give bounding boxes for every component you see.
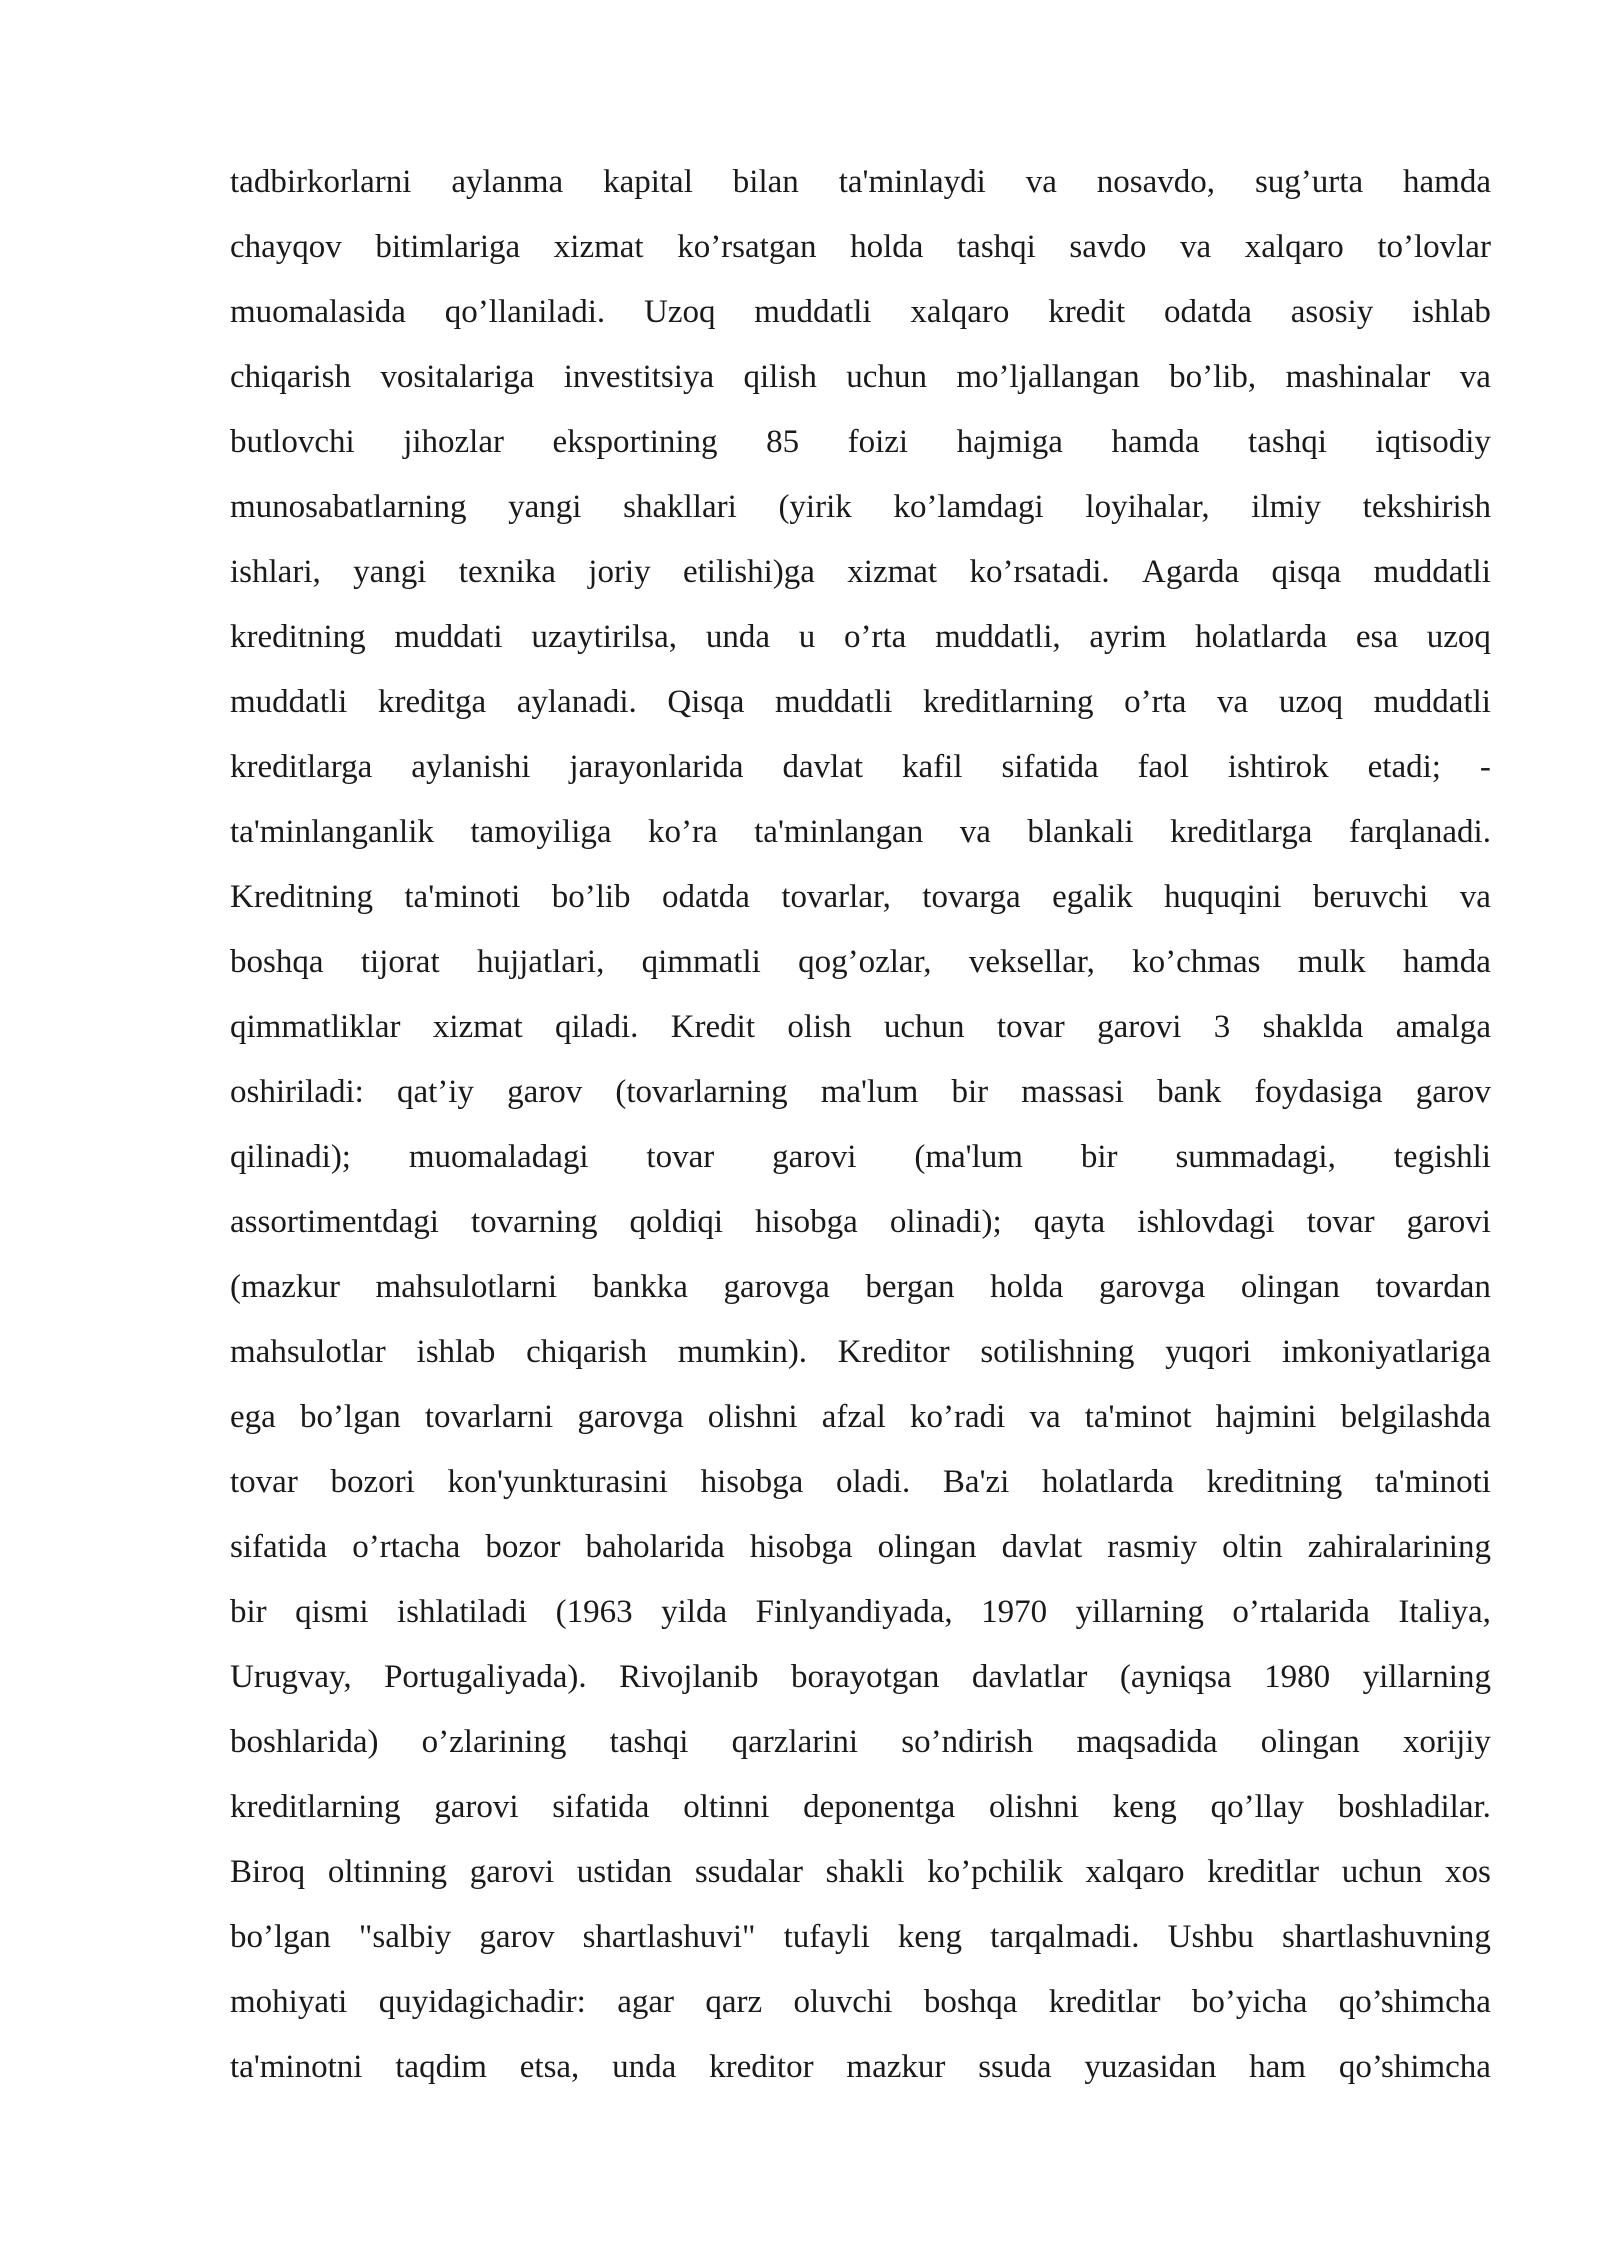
- text-line: mahsulotlar ishlab chiqarish mumkin). Kreditor sotilishning yuqori imkoniyatlariga: [230, 1334, 1491, 1370]
- text-line: chiqarish vositalariga investitsiya qilish uchun mo’ljallangan bo’lib, mashinalar va: [230, 359, 1491, 395]
- text-line: sifatida o’rtacha bozor baholarida hisobga olingan davlat rasmiy oltin zahiralarining: [230, 1529, 1491, 1565]
- text-line: boshqa tijorat hujjatlari, qimmatli qog’ozlar, veksellar, ko’chmas mulk hamda: [230, 944, 1491, 980]
- text-line: (mazkur mahsulotlarni bankka garovga bergan holda garovga olingan tovardan: [230, 1269, 1491, 1305]
- text-line: kreditning muddati uzaytirilsa, unda u o’rta muddatli, ayrim holatlarda esa uzoq: [230, 619, 1491, 655]
- text-line: ta'minotni taqdim etsa, unda kreditor mazkur ssuda yuzasidan ham qo’shimcha: [230, 2049, 1491, 2085]
- text-line: qimmatliklar xizmat qiladi. Kredit olish uchun tovar garovi 3 shaklda amalga: [230, 1009, 1491, 1045]
- text-line: Biroq oltinning garovi ustidan ssudalar shakli ko’pchilik xalqaro kreditlar uchun xos: [230, 1854, 1491, 1890]
- text-line: Urugvay, Portugaliyada). Rivojlanib borayotgan davlatlar (ayniqsa 1980 yillarning: [230, 1659, 1491, 1695]
- text-line: oshiriladi: qat’iy garov (tovarlarning ma'lum bir massasi bank foydasiga garov: [230, 1074, 1491, 1110]
- text-line: mohiyati quyidagichadir: agar qarz oluvchi boshqa kreditlar bo’yicha qo’shimcha: [230, 1984, 1491, 2020]
- text-line: muomalasida qo’llaniladi. Uzoq muddatli xalqaro kredit odatda asosiy ishlab: [230, 294, 1491, 330]
- text-line: munosabatlarning yangi shakllari (yirik ko’lamdagi loyihalar, ilmiy tekshirish: [230, 489, 1491, 525]
- text-line: ishlari, yangi texnika joriy etilishi)ga xizmat ko’rsatadi. Agarda qisqa muddatli: [230, 554, 1491, 590]
- text-line: kreditlarga aylanishi jarayonlarida davlat kafil sifatida faol ishtirok etadi; -: [230, 749, 1491, 785]
- text-line: ega bo’lgan tovarlarni garovga olishni afzal ko’radi va ta'minot hajmini belgilashda: [230, 1399, 1491, 1435]
- text-line: bir qismi ishlatiladi (1963 yilda Finlyandiyada, 1970 yillarning o’rtalarida Italiya,: [230, 1594, 1491, 1630]
- text-line: assortimentdagi tovarning qoldiqi hisobga olinadi); qayta ishlovdagi tovar garovi: [230, 1204, 1491, 1240]
- text-line: butlovchi jihozlar eksportining 85 foizi hajmiga hamda tashqi iqtisodiy: [230, 424, 1491, 460]
- body-paragraph: [230, 150, 1491, 2100]
- text-line: tadbirkorlarni aylanma kapital bilan ta'minlaydi va nosavdo, sug’urta hamda: [230, 164, 1491, 200]
- text-line: muddatli kreditga aylanadi. Qisqa muddatli kreditlarning o’rta va uzoq muddatli: [230, 684, 1491, 720]
- text-line: tovar bozori kon'yunkturasini hisobga oladi. Ba'zi holatlarda kreditning ta'minoti: [230, 1464, 1491, 1500]
- text-line: bo’lgan "salbiy garov shartlashuvi" tufayli keng tarqalmadi. Ushbu shartlashuvning: [230, 1919, 1491, 1955]
- text-line: ta'minlanganlik tamoyiliga ko’ra ta'minlangan va blankali kreditlarga farqlanadi.: [230, 814, 1491, 850]
- text-line: kreditlarning garovi sifatida oltinni deponentga olishni keng qo’llay boshladilar.: [230, 1789, 1491, 1825]
- text-line: chayqov bitimlariga xizmat ko’rsatgan holda tashqi savdo va xalqaro to’lovlar: [230, 229, 1491, 265]
- text-line: Kreditning ta'minoti bo’lib odatda tovarlar, tovarga egalik huquqini beruvchi va: [230, 879, 1491, 915]
- text-line: qilinadi); muomaladagi tovar garovi (ma'lum bir summadagi, tegishli: [230, 1139, 1491, 1175]
- text-line: boshlarida) o’zlarining tashqi qarzlarini so’ndirish maqsadida olingan xorijiy: [230, 1724, 1491, 1760]
